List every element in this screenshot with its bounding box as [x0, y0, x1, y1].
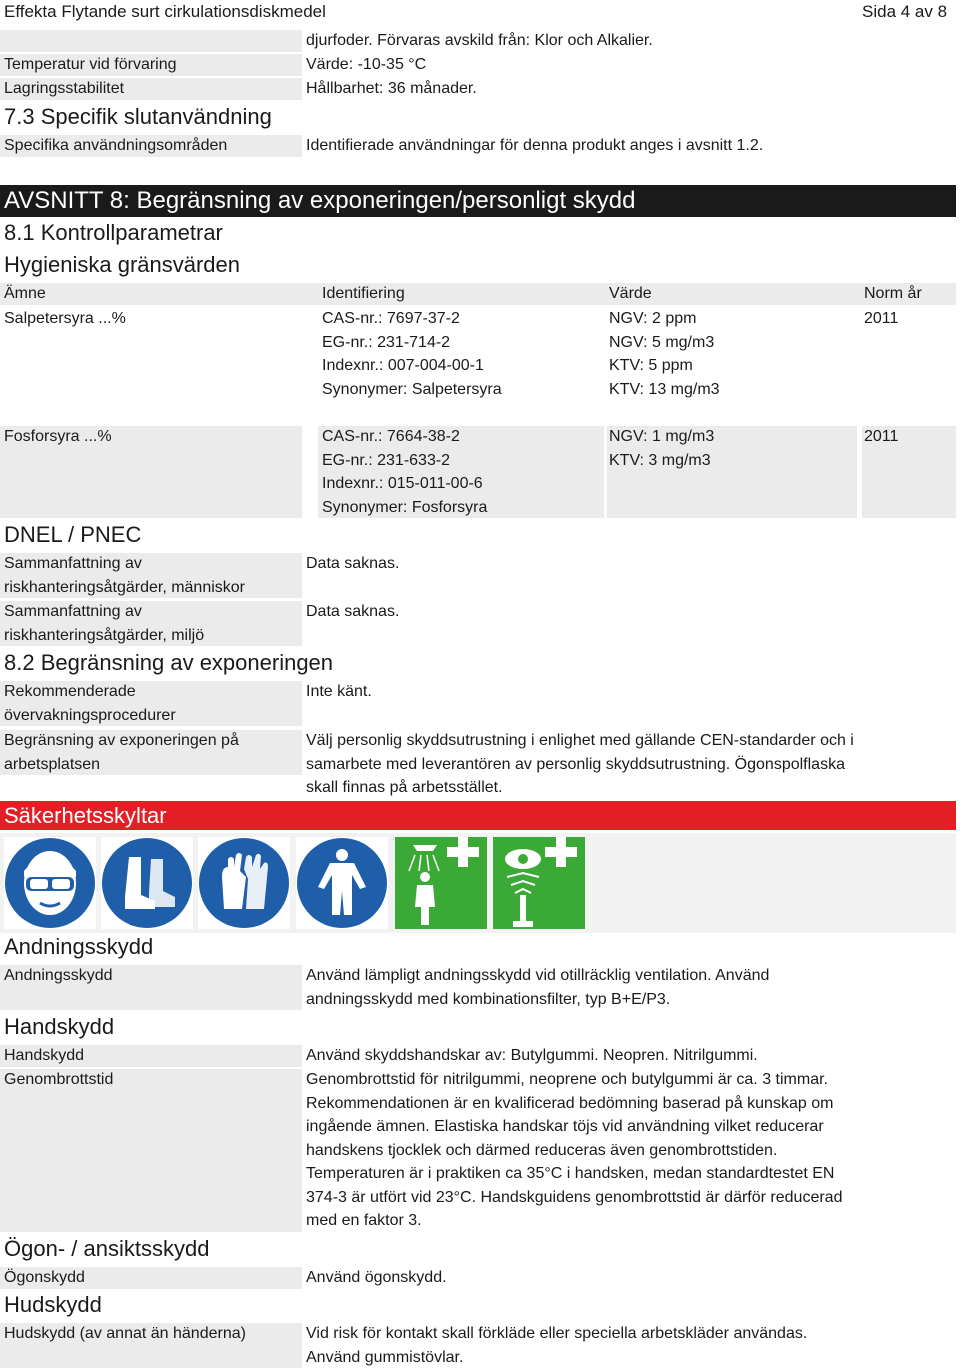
- document-title: Effekta Flytande surt cirkulationsdiskmedel: [4, 2, 326, 21]
- col-header-identification: Identifiering: [322, 285, 405, 302]
- respiratory-heading: Andningsskydd: [4, 934, 154, 959]
- row-id-line: Synonymer: Fosforsyra: [322, 498, 488, 516]
- row-substance: Salpetersyra ...%: [4, 310, 126, 327]
- protective-suit-sign-icon: [296, 837, 388, 929]
- skin-value: Vid risk för kontakt skall förkläde eller speciella arbetskläder användas.: [306, 1325, 808, 1342]
- hand-label: Handskydd: [4, 1047, 85, 1064]
- breakthrough-value: Rekommendationen är en kvalificerad bedömning baserad på kunskap om: [306, 1094, 834, 1112]
- row-id-line: CAS-nr.: 7664-38-2: [322, 428, 460, 445]
- eye-protection-heading: Ögon- / ansiktsskydd: [4, 1236, 210, 1261]
- s82-r1-value: Inte känt.: [306, 683, 372, 700]
- section-8-2-heading: 8.2 Begränsning av exponeringen: [4, 650, 334, 675]
- row-year: 2011: [864, 428, 899, 445]
- respiratory-label: Andningsskydd: [4, 967, 113, 984]
- breakthrough-value: ingående ämnen. Elastiska handskar töjs vid användning vilket reducerar: [306, 1118, 824, 1135]
- dnel-heading: DNEL / PNEC: [4, 522, 142, 547]
- row-id-line: CAS-nr.: 7697-37-2: [322, 310, 460, 327]
- safety-boots-sign-icon: [101, 837, 193, 929]
- temp-label: Temperatur vid förvaring: [4, 56, 177, 73]
- s82-r1-label: Rekommenderade: [4, 683, 136, 700]
- stab-label: Lagringsstabilitet: [4, 80, 125, 97]
- row-value-line: NGV: 2 ppm: [609, 310, 697, 327]
- col-header-substance: Ämne: [4, 285, 46, 302]
- s82-r2-value: Välj personlig skyddsutrustning i enlighet med gällande CEN-standarder och i: [306, 732, 854, 749]
- s82-r2-label: arbetsplatsen: [4, 755, 101, 773]
- col-header-year: Norm år: [864, 285, 922, 302]
- breakthrough-value: Temperaturen är i praktiken ca 35°C i handsken, medan standardtestet EN: [306, 1165, 835, 1182]
- table-header-bg: [0, 283, 956, 305]
- eye-label: Ögonskydd: [4, 1269, 85, 1286]
- row-id-line: Synonymer: Salpetersyra: [322, 380, 502, 398]
- skin-value: Använd gummistövlar.: [306, 1348, 464, 1366]
- s82-r1-label: övervakningsprocedurer: [4, 706, 176, 724]
- safety-signs-bar: Säkerhetsskyltar: [0, 801, 956, 830]
- dnel-r1-label: Sammanfattning av: [4, 555, 142, 572]
- dnel-r1-value: Data saknas.: [306, 555, 400, 572]
- storage-continuation-value: djurfoder. Förvaras avskild från: Klor och Alkalier.: [306, 32, 653, 49]
- dnel-r2-label: Sammanfattning av: [4, 603, 142, 620]
- page-number: Sida 4 av 8: [862, 2, 948, 21]
- s73-label: Specifika användningsområden: [4, 137, 228, 154]
- s73-value: Identifierade användningar för denna produkt anges i avsnitt 1.2.: [306, 137, 764, 154]
- hand-value: Använd skyddshandskar av: Butylgummi. Neopren. Nitrilgummi.: [306, 1047, 758, 1064]
- s82-r2-label: Begränsning av exponeringen på: [4, 732, 239, 749]
- respiratory-value: andningsskydd med kombinationsfilter, typ B+E/P3.: [306, 990, 671, 1008]
- breakthrough-value: med en faktor 3.: [306, 1212, 422, 1229]
- row-id-line: EG-nr.: 231-633-2: [322, 451, 451, 469]
- row-value-line: KTV: 3 mg/m3: [609, 451, 711, 469]
- breakthrough-value: handskens tjocklek och därmed reduceras även genombrottstiden.: [306, 1141, 778, 1159]
- eye-wash-sign-icon: [493, 837, 585, 929]
- s82-r2-value: skall finnas på arbetsstället.: [306, 779, 503, 796]
- eye-value: Använd ögonskydd.: [306, 1269, 447, 1286]
- hygiene-limits-heading: Hygieniska gränsvärden: [4, 252, 241, 277]
- row-value-line: NGV: 5 mg/m3: [609, 333, 715, 351]
- breakthrough-value: 374-3 är utfört vid 23°C. Handskguidens genombrottstid är därför reducerad: [306, 1188, 843, 1206]
- dnel-r2-label: riskhanteringsåtgärder, miljö: [4, 626, 205, 644]
- row-id-line: Indexnr.: 007-004-00-1: [322, 357, 484, 374]
- row-id-line: Indexnr.: 015-011-00-6: [322, 475, 483, 492]
- breakthrough-label-bg: [0, 1069, 302, 1232]
- eye-protection-sign-icon: [4, 837, 96, 929]
- storage-continuation-label-bg: [0, 30, 302, 52]
- breakthrough-label: Genombrottstid: [4, 1071, 114, 1088]
- s82-r2-value: samarbete med leverantören av personlig skyddsutrustning. Ögonspolflaska: [306, 755, 845, 773]
- row-value-line: NGV: 1 mg/m3: [609, 428, 715, 445]
- section-8-bar: AVSNITT 8: Begränsning av exponeringen/personligt skydd: [0, 185, 956, 217]
- skin-protection-heading: Hudskydd: [4, 1292, 102, 1317]
- respiratory-value: Använd lämpligt andningsskydd vid otillräcklig ventilation. Använd: [306, 967, 770, 984]
- dnel-r2-value: Data saknas.: [306, 603, 400, 620]
- hand-protection-heading: Handskydd: [4, 1014, 115, 1039]
- row-id-line: EG-nr.: 231-714-2: [322, 333, 451, 351]
- gloves-sign-icon: [198, 837, 290, 929]
- breakthrough-value: Genombrottstid för nitrilgummi, neoprene och butylgummi är ca. 3 timmar.: [306, 1071, 828, 1088]
- skin-label: Hudskydd (av annat än händerna): [4, 1325, 246, 1342]
- row-year: 2011: [864, 310, 899, 327]
- emergency-shower-sign-icon: [395, 837, 487, 929]
- col-header-value: Värde: [609, 285, 652, 302]
- stab-value: Hållbarhet: 36 månader.: [306, 80, 477, 97]
- section-8-1-heading: 8.1 Kontrollparametrar: [4, 220, 223, 245]
- temp-value: Värde: -10-35 °C: [306, 56, 427, 73]
- section-7-3-heading: 7.3 Specifik slutanvändning: [4, 104, 272, 129]
- row-value-line: KTV: 5 ppm: [609, 357, 693, 374]
- dnel-r1-label: riskhanteringsåtgärder, människor: [4, 578, 246, 596]
- row-substance: Fosforsyra ...%: [4, 428, 112, 445]
- row-value-line: KTV: 13 mg/m3: [609, 380, 720, 398]
